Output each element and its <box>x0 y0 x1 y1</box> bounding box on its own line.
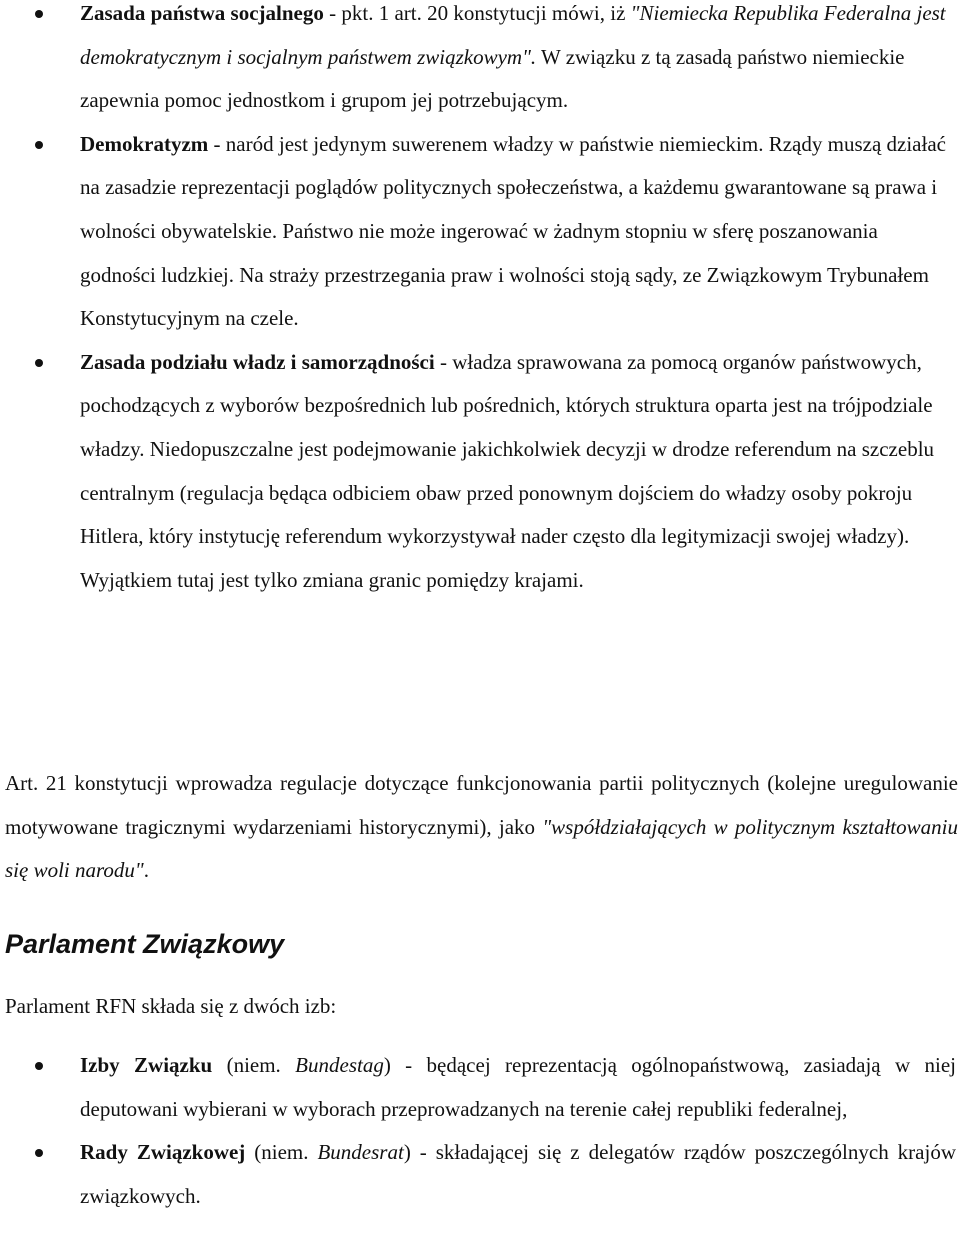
constitution-quote: "Niemiecka Republika Federalna jest demokratycznym i socjalnym państwem związkowym". <box>80 1 946 69</box>
item-title: Zasada podziału władz i samorządności <box>80 349 435 374</box>
item-title: Rady Związkowej <box>80 1140 246 1165</box>
paragraph-end: . <box>143 858 149 883</box>
list-item <box>0 1044 960 1131</box>
bullet-icon <box>35 1149 43 1157</box>
chambers-list <box>0 1044 960 1218</box>
item-text: - władza sprawowana za pomocą organów państwowych, pochodzących z wyborów bezpośrednich lub pośrednich, których struktura oparta jest na trójpodziale władzy. Niedopuszczalne jest podejmowanie jakichkolwiek decyzji w drodze referendum na szczeblu centralnym (regulacja będąca odbiciem obaw przed ponownym dojściem do władzy osoby pokroju Hitlera, który instytucję referendum wykorzystywał nader często dla legitymizacji swojej władzy). Wyjątkiem tutaj jest tylko zmiana granic pomiędzy krajami. <box>80 349 935 592</box>
list-item <box>0 123 960 341</box>
art21-paragraph <box>5 762 958 893</box>
intro-paragraph: Parlament RFN składa się z dwóch izb: <box>5 994 337 1018</box>
section-heading: Parlament Związkowy <box>5 929 285 959</box>
principles-list <box>0 0 960 602</box>
item-text: W związku z tą zasadą państwo niemieckie zapewnia pomoc jednostkom i grupom jej potrzebującym. <box>80 44 905 113</box>
bullet-icon <box>35 10 43 18</box>
list-item <box>0 1131 960 1218</box>
item-text: (niem. <box>212 1053 296 1077</box>
item-title: Demokratyzm <box>80 131 209 156</box>
bullet-icon <box>35 141 43 149</box>
paragraph-text: Art. 21 konstytucji wprowadza regulacje dotyczące funkcjonowania partii politycznych (kolejne uregulowanie motywowane tragicznymi wydarzeniami historycznymi), jako <box>5 771 958 839</box>
art21-quote: "współdziałających w politycznym kształtowaniu się woli narodu" <box>5 814 958 883</box>
item-text: ) - będącej reprezentacją ogólnopaństwową, zasiadają w niej deputowani wybierani w wyborach przeprowadzanych na terenie całej republiki federalnej, <box>80 1053 957 1121</box>
item-text: - pkt. 1 art. 20 konstytucji mówi, iż <box>323 1 631 25</box>
item-title: Izby Związku <box>80 1053 213 1077</box>
german-term: Bundestag <box>295 1053 384 1077</box>
list-item <box>0 341 960 603</box>
german-term: Bundesrat <box>317 1140 404 1165</box>
bullet-icon <box>35 359 43 367</box>
item-text: - naród jest jedynym suwerenem władzy w państwie niemieckim. Rządy muszą działać na zasadzie reprezentacji poglądów politycznych społeczeństwa, a każdemu gwarantowane są prawa i wolności obywatelskie. Państwo nie może ingerować w żadnym stopniu w sferę poszanowania godności ludzkiej. Na straży przestrzegania praw i wolności stoją sądy, ze Związkowym Trybunałem Konstytucyjnym na czele. <box>80 131 946 331</box>
item-text: (niem. <box>245 1140 318 1165</box>
item-title: Zasada państwa socjalnego <box>80 1 324 25</box>
list-item <box>0 0 960 123</box>
item-text: ) - składającej się z delegatów rządów poszczególnych krajów związkowych. <box>80 1140 956 1208</box>
bullet-icon <box>35 1062 43 1070</box>
